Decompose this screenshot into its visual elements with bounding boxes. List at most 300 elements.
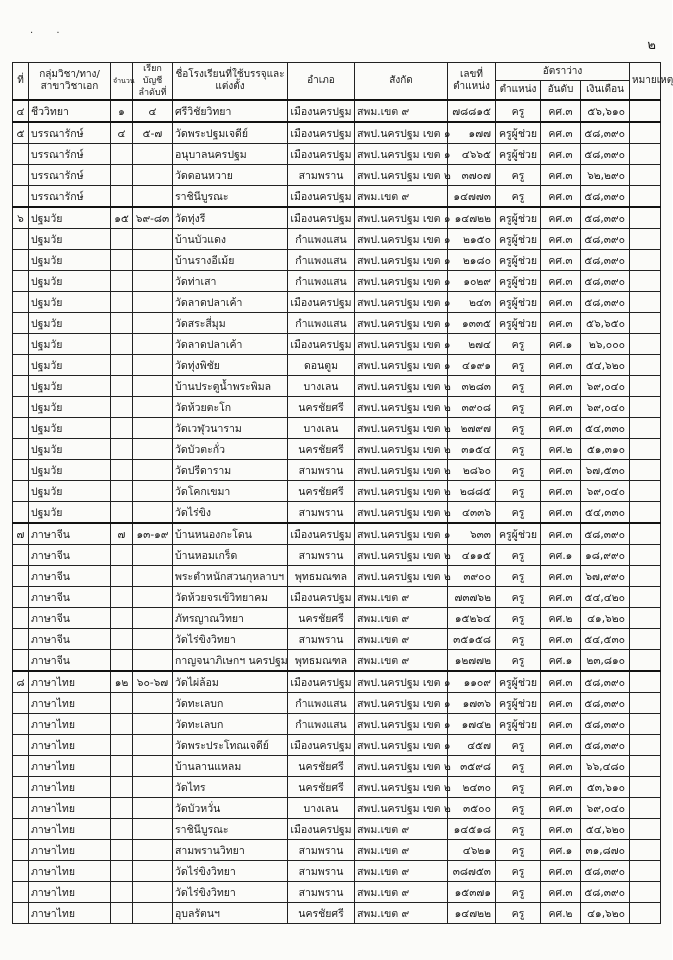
cell-position-no: ๒๔๓๐ [448,777,496,798]
table-row [13,566,661,587]
table-row [13,355,661,376]
cell-subject: ปฐมวัย [29,397,111,418]
cell-salary: ๖๖,๔๘๐ [581,756,630,777]
cell-list-order: ๕-๗ [133,122,173,144]
cell-remark [630,481,661,502]
cell-district: เมืองนครปฐม [288,292,355,313]
cell-school: วัดไผ่ล้อม [173,671,288,693]
cell-position-no: ๓๘๗๕๓ [448,861,496,882]
cell-rank: คศ.๓ [541,165,581,186]
cell-position: ครูผู้ช่วย [496,693,541,714]
cell-remark [630,207,661,229]
cell-count: ๑ [111,100,133,122]
cell-subject: ภาษาจีน [29,608,111,629]
table-row [13,292,661,313]
cell-position-no: ๑๔๗๒๒ [448,903,496,924]
cell-affiliation: สพป.นครปฐม เขต ๑ [355,292,448,313]
cell-position-no: ๔๕๗ [448,735,496,756]
cell-affiliation: สพป.นครปฐม เขต ๑ [355,523,448,545]
cell-no [13,229,29,250]
cell-no [13,186,29,208]
header-list-order: เรียกบัญชีลำดับที่ [133,63,173,101]
cell-rank: คศ.๓ [541,100,581,122]
cell-position: ครู [496,334,541,355]
cell-school: ราชินีบูรณะ [173,186,288,208]
cell-subject: บรรณารักษ์ [29,186,111,208]
cell-district: ดอนตูม [288,355,355,376]
cell-no [13,355,29,376]
cell-affiliation: สพป.นครปฐม เขต ๒ [355,397,448,418]
cell-list-order [133,355,173,376]
cell-count [111,439,133,460]
cell-district: กำแพงแสน [288,693,355,714]
cell-list-order [133,608,173,629]
cell-count [111,313,133,334]
cell-rank: คศ.๓ [541,271,581,292]
cell-affiliation: สพป.นครปฐม เขต ๒ [355,756,448,777]
cell-subject: ปฐมวัย [29,418,111,439]
cell-district: สามพราน [288,861,355,882]
cell-list-order [133,397,173,418]
cell-salary: ๑๘,๙๙๐ [581,545,630,566]
cell-count [111,819,133,840]
cell-subject: ปฐมวัย [29,502,111,524]
header-remark: หมายเหตุ [630,63,661,101]
cell-district: เมืองนครปฐม [288,207,355,229]
cell-count [111,861,133,882]
cell-school: ภัทรญาณวิทยา [173,608,288,629]
cell-no [13,250,29,271]
cell-remark [630,693,661,714]
cell-salary: ๕๘,๓๙๐ [581,861,630,882]
cell-position: ครู [496,798,541,819]
cell-subject: ปฐมวัย [29,439,111,460]
cell-no [13,587,29,608]
cell-position-no: ๑๗๗ [448,122,496,144]
cell-rank: คศ.๓ [541,397,581,418]
cell-subject: บรรณารักษ์ [29,144,111,165]
cell-district: เมืองนครปฐม [288,186,355,208]
cell-subject: ภาษาไทย [29,735,111,756]
cell-count [111,397,133,418]
cell-subject: ภาษาไทย [29,861,111,882]
cell-salary: ๖๙,๐๔๐ [581,798,630,819]
cell-list-order [133,650,173,672]
cell-no [13,629,29,650]
cell-remark [630,587,661,608]
cell-position: ครู [496,861,541,882]
cell-no [13,650,29,672]
cell-count [111,481,133,502]
cell-position-no: ๔๖๒๑ [448,840,496,861]
cell-affiliation: สพป.นครปฐม เขต ๒ [355,502,448,524]
cell-list-order [133,693,173,714]
cell-school: ศรีวิชัยวิทยา [173,100,288,122]
cell-position-no: ๔๑๙๑ [448,355,496,376]
cell-no [13,693,29,714]
cell-affiliation: สพป.นครปฐม เขต ๒ [355,566,448,587]
cell-no [13,334,29,355]
cell-rank: คศ.๑ [541,840,581,861]
cell-position-no: ๒๘๖๐ [448,460,496,481]
cell-rank: คศ.๓ [541,587,581,608]
cell-district: สามพราน [288,460,355,481]
cell-salary: ๒๓,๘๑๐ [581,650,630,672]
cell-position-no: ๑๔๗๗๓ [448,186,496,208]
cell-rank: คศ.๒ [541,608,581,629]
cell-count [111,882,133,903]
cell-no [13,903,29,924]
cell-remark [630,502,661,524]
cell-subject: ปฐมวัย [29,313,111,334]
cell-list-order [133,460,173,481]
cell-rank: คศ.๓ [541,714,581,735]
cell-school: วัดไร่ขิงวิทยา [173,629,288,650]
table-row [13,798,661,819]
cell-position: ครู [496,502,541,524]
cell-position: ครูผู้ช่วย [496,714,541,735]
table-row [13,439,661,460]
cell-district: บางเลน [288,418,355,439]
cell-rank: คศ.๓ [541,671,581,693]
cell-district: นครชัยศรี [288,608,355,629]
cell-position-no: ๑๕๓๗๑ [448,882,496,903]
table-row [13,587,661,608]
cell-list-order [133,313,173,334]
cell-no [13,861,29,882]
cell-remark [630,840,661,861]
cell-no: ๕ [13,122,29,144]
header-position: ตำแหน่ง [496,81,541,100]
cell-remark [630,122,661,144]
cell-position: ครูผู้ช่วย [496,207,541,229]
cell-position-no: ๓๕๑๕๘ [448,629,496,650]
cell-rank: คศ.๓ [541,861,581,882]
cell-affiliation: สพป.นครปฐม เขต ๑ [355,229,448,250]
cell-subject: ปฐมวัย [29,207,111,229]
cell-position-no: ๓๕๙๘ [448,756,496,777]
cell-rank: คศ.๓ [541,292,581,313]
cell-subject: ปฐมวัย [29,355,111,376]
table-row [13,840,661,861]
cell-no [13,481,29,502]
cell-school: วัดดอนหวาย [173,165,288,186]
cell-school: วัดโคกเขมา [173,481,288,502]
cell-position-no: ๒๔๓ [448,292,496,313]
cell-no [13,819,29,840]
cell-subject: บรรณารักษ์ [29,122,111,144]
cell-position-no: ๑๐๒๙ [448,271,496,292]
cell-salary: ๕๘,๓๙๐ [581,207,630,229]
cell-rank: คศ.๑ [541,334,581,355]
cell-rank: คศ.๓ [541,735,581,756]
table-row [13,629,661,650]
cell-count [111,144,133,165]
cell-no [13,376,29,397]
table-row [13,650,661,672]
cell-position-no: ๒๗๙๗ [448,418,496,439]
table-row [13,100,661,122]
cell-affiliation: สพป.นครปฐม เขต ๑ [355,122,448,144]
cell-position-no: ๑๔๗๒๒ [448,207,496,229]
cell-subject: ภาษาจีน [29,523,111,545]
cell-count [111,460,133,481]
cell-subject: ภาษาไทย [29,882,111,903]
cell-remark [630,292,661,313]
cell-remark [630,186,661,208]
cell-position: ครู [496,481,541,502]
cell-affiliation: สพม.เขต ๙ [355,903,448,924]
cell-district: นครชัยศรี [288,397,355,418]
cell-subject: ปฐมวัย [29,229,111,250]
cell-rank: คศ.๓ [541,207,581,229]
cell-no [13,777,29,798]
cell-count [111,756,133,777]
cell-position: ครู [496,650,541,672]
cell-position: ครู [496,545,541,566]
cell-list-order [133,756,173,777]
cell-list-order: ๑๓-๑๙ [133,523,173,545]
cell-school: วัดไร่ขิงวิทยา [173,861,288,882]
cell-district: บางเลน [288,798,355,819]
table-row [13,502,661,524]
cell-subject: ปฐมวัย [29,481,111,502]
cell-remark [630,671,661,693]
cell-rank: คศ.๑ [541,545,581,566]
table-row [13,207,661,229]
cell-position: ครู [496,165,541,186]
cell-position-no: ๔๓๓๖ [448,502,496,524]
table-header [13,63,673,101]
header-position-no: เลขที่ตำแหน่ง [448,63,496,101]
scan-marks: · · [30,28,70,39]
cell-affiliation: สพม.เขต ๙ [355,587,448,608]
cell-list-order [133,882,173,903]
cell-subject: ปฐมวัย [29,376,111,397]
cell-salary: ๕๔,๓๓๐ [581,502,630,524]
cell-school: สามพรานวิทยา [173,840,288,861]
vacancy-table [12,62,673,924]
cell-no [13,882,29,903]
cell-salary: ๕๔,๖๒๐ [581,819,630,840]
cell-school: วัดห้วยจรเข้วิทยาคม [173,587,288,608]
cell-salary: ๕๘,๓๙๐ [581,250,630,271]
cell-position-no: ๓๙๐๘ [448,397,496,418]
cell-salary: ๕๔,๖๒๐ [581,355,630,376]
cell-district: นครชัยศรี [288,481,355,502]
cell-position: ครู [496,756,541,777]
cell-no [13,735,29,756]
cell-remark [630,608,661,629]
cell-position: ครู [496,735,541,756]
cell-position-no: ๑๑๐๙ [448,671,496,693]
cell-position-no: ๓๕๐๐ [448,798,496,819]
cell-subject: ปฐมวัย [29,271,111,292]
table-row [13,376,661,397]
cell-school: พระตำหนักสวนกุหลาบฯ [173,566,288,587]
cell-affiliation: สพป.นครปฐม เขต ๒ [355,481,448,502]
table-row [13,481,661,502]
cell-district: เมืองนครปฐม [288,100,355,122]
cell-list-order [133,903,173,924]
cell-affiliation: สพม.เขต ๙ [355,861,448,882]
cell-affiliation: สพป.นครปฐม เขต ๑ [355,671,448,693]
cell-school: วัดบัวหวั่น [173,798,288,819]
cell-position-no: ๔๖๖๕ [448,144,496,165]
cell-no [13,502,29,524]
cell-count [111,714,133,735]
cell-list-order [133,798,173,819]
cell-position-no: ๑๒๗๗๒ [448,650,496,672]
cell-district: สามพราน [288,629,355,650]
cell-position: ครู [496,397,541,418]
cell-affiliation: สพป.นครปฐม เขต ๑ [355,735,448,756]
cell-district: เมืองนครปฐม [288,334,355,355]
cell-salary: ๖๙,๐๔๐ [581,376,630,397]
cell-list-order [133,439,173,460]
cell-remark [630,355,661,376]
cell-list-order: ๖๙-๘๓ [133,207,173,229]
cell-salary: ๕๘,๓๙๐ [581,122,630,144]
cell-affiliation: สพป.นครปฐม เขต ๑ [355,714,448,735]
cell-list-order [133,165,173,186]
cell-count [111,271,133,292]
cell-remark [630,439,661,460]
cell-position: ครูผู้ช่วย [496,271,541,292]
table-row [13,334,661,355]
cell-rank: คศ.๓ [541,819,581,840]
cell-count [111,798,133,819]
cell-rank: คศ.๓ [541,882,581,903]
cell-subject: ภาษาจีน [29,566,111,587]
cell-list-order: ๔ [133,100,173,122]
cell-subject: ภาษาไทย [29,714,111,735]
table-row [13,250,661,271]
cell-count [111,735,133,756]
cell-position: ครู [496,439,541,460]
cell-count: ๑๒ [111,671,133,693]
cell-rank: คศ.๓ [541,250,581,271]
cell-school: วัดทุ่งพิชัย [173,355,288,376]
table-row [13,313,661,334]
cell-remark [630,650,661,672]
cell-no [13,545,29,566]
cell-subject: ปฐมวัย [29,334,111,355]
table-row [13,397,661,418]
cell-affiliation: สพป.นครปฐม เขต ๑ [355,144,448,165]
cell-count [111,229,133,250]
cell-position: ครูผู้ช่วย [496,250,541,271]
cell-salary: ๕๘,๓๙๐ [581,671,630,693]
cell-district: บางเลน [288,376,355,397]
cell-school: วัดพระปฐมเจดีย์ [173,122,288,144]
cell-no [13,397,29,418]
cell-no [13,566,29,587]
cell-position: ครูผู้ช่วย [496,144,541,165]
cell-rank: คศ.๓ [541,313,581,334]
cell-count [111,608,133,629]
cell-list-order [133,292,173,313]
cell-no [13,714,29,735]
cell-list-order [133,186,173,208]
cell-list-order [133,777,173,798]
cell-no: ๗ [13,523,29,545]
cell-position: ครู [496,587,541,608]
cell-affiliation: สพป.นครปฐม เขต ๒ [355,798,448,819]
cell-affiliation: สพป.นครปฐม เขต ๑ [355,271,448,292]
cell-district: นครชัยศรี [288,777,355,798]
cell-salary: ๖๙,๐๔๐ [581,481,630,502]
cell-no [13,840,29,861]
cell-remark [630,523,661,545]
cell-subject: ภาษาไทย [29,840,111,861]
cell-position: ครู [496,819,541,840]
cell-remark [630,229,661,250]
cell-remark [630,376,661,397]
cell-list-order [133,481,173,502]
cell-position-no: ๓๒๘๓ [448,376,496,397]
cell-affiliation: สพป.นครปฐม เขต ๑ [355,355,448,376]
table-row [13,693,661,714]
table-row [13,165,661,186]
cell-count: ๗ [111,523,133,545]
cell-rank: คศ.๓ [541,523,581,545]
cell-remark [630,460,661,481]
cell-position: ครู [496,566,541,587]
cell-position: ครู [496,840,541,861]
cell-count [111,566,133,587]
cell-count: ๔ [111,122,133,144]
cell-salary: ๕๘,๓๙๐ [581,292,630,313]
cell-school: วัดทะเลบก [173,714,288,735]
cell-salary: ๕๘,๓๙๐ [581,714,630,735]
cell-subject: ปฐมวัย [29,292,111,313]
cell-rank: คศ.๓ [541,777,581,798]
cell-rank: คศ.๓ [541,693,581,714]
cell-remark [630,777,661,798]
table-row [13,714,661,735]
cell-salary: ๕๔,๕๓๐ [581,629,630,650]
cell-rank: คศ.๓ [541,418,581,439]
cell-list-order [133,229,173,250]
cell-list-order [133,144,173,165]
cell-school: วัดสระสี่มุม [173,313,288,334]
cell-count [111,165,133,186]
cell-subject: บรรณารักษ์ [29,165,111,186]
cell-subject: ชีววิทยา [29,100,111,122]
cell-no [13,418,29,439]
cell-salary: ๕๘,๓๙๐ [581,186,630,208]
cell-position: ครู [496,903,541,924]
cell-position: ครูผู้ช่วย [496,292,541,313]
table-row [13,671,661,693]
cell-count [111,376,133,397]
cell-district: กำแพงแสน [288,271,355,292]
cell-school: วัดไร่ขิง [173,502,288,524]
cell-subject: ภาษาไทย [29,693,111,714]
cell-count [111,777,133,798]
cell-position: ครู [496,418,541,439]
cell-count [111,502,133,524]
cell-list-order [133,735,173,756]
cell-district: สามพราน [288,165,355,186]
header-count: จำนวน [111,63,133,101]
cell-position-no: ๒๘๘๕ [448,481,496,502]
cell-no [13,292,29,313]
cell-rank: คศ.๓ [541,186,581,208]
cell-count [111,629,133,650]
cell-subject: ภาษาไทย [29,798,111,819]
